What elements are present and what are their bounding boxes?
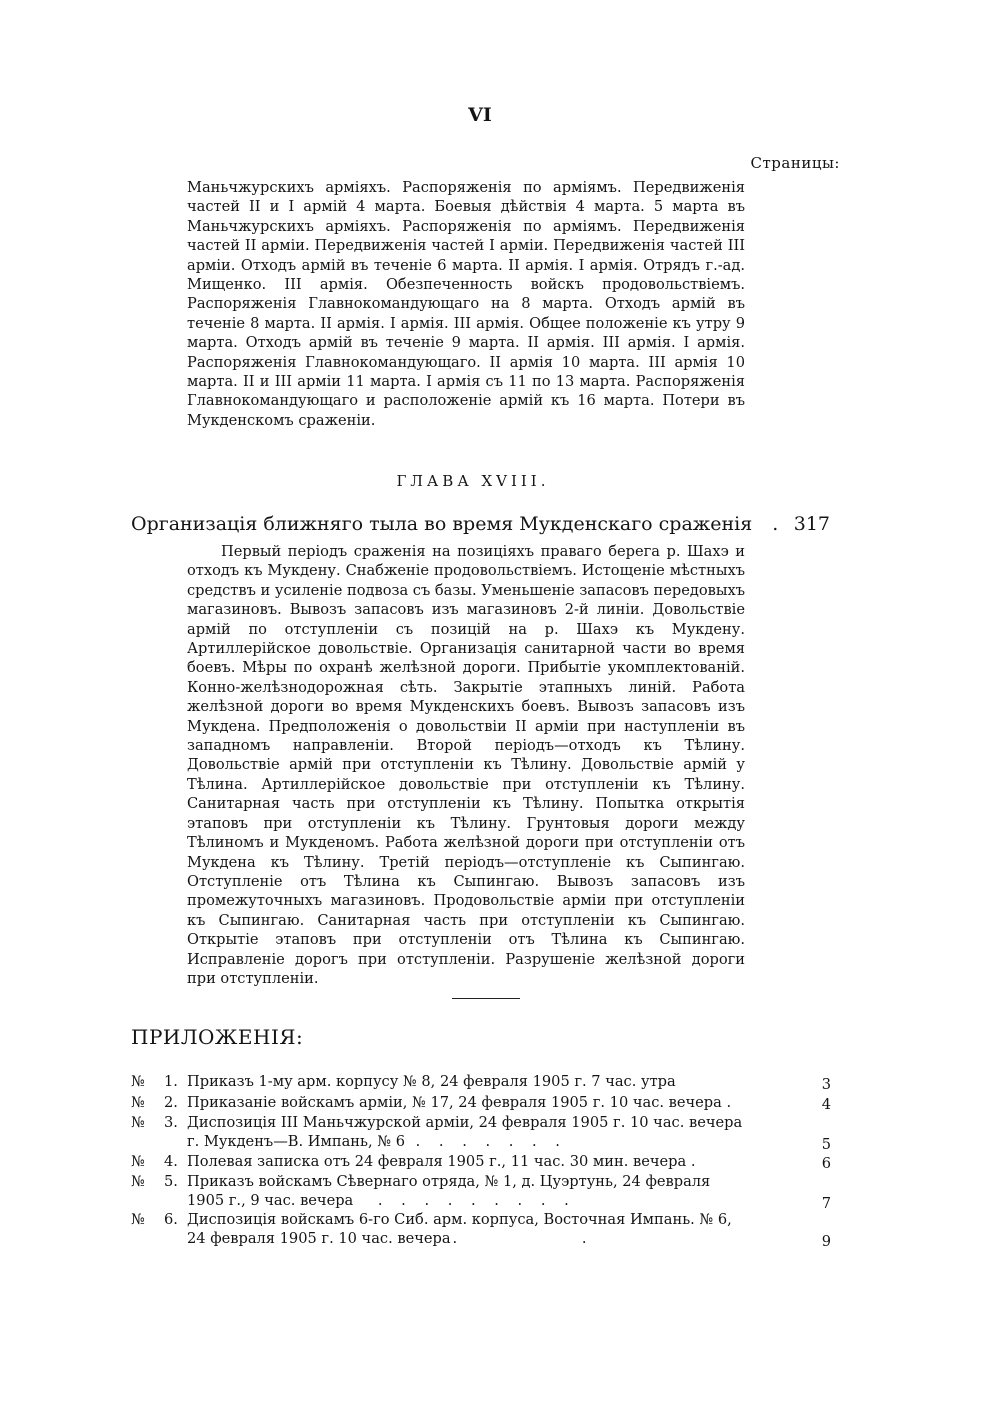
section-separator xyxy=(452,998,520,999)
appendix-title-line xyxy=(187,1191,777,1211)
pages-column-label: Страницы: xyxy=(750,154,840,172)
appendix-page: 4 xyxy=(821,1096,831,1113)
chapter-title-text: Организація ближняго тыла во время Мукденскаго сраженія xyxy=(131,513,753,535)
chapter-summary: Первый періодъ сраженія на позиціяхъ праваго берега р. Шахэ и отходъ къ Мукдену. Снабженіе продовольствіемъ. Истощеніе мѣстныхъ средствъ и усиленіе подвоза съ базы. Уменьшеніе запасовъ передовыхъ магазиновъ. Вывозъ запасовъ изъ магазиновъ 2-й линіи. Довольствіе армій по отступленіи съ позицій на р. Шахэ къ Мукдену. Артиллерійское довольствіе. Организація санитарной части во время боевъ. Мѣры по охранѣ желѣзной дороги. Прибытіе укомплектованій. Конно-желѣзнодорожная сѣть. Закрытіе этапныхъ линій. Работа желѣзной дороги во время Мукденскихъ боевъ. Вывозъ запасовъ изъ Мукдена. Предположенія о довольствіи II арміи при наступленіи въ западномъ направленіи. Второй періодъ—отходъ къ Тѣлину. Довольствіе армій при отступленіи къ Тѣлину. Довольствіе армій у Тѣлина. Артиллерійское довольствіе при отступленіи къ Тѣлину. Санитарная часть при отступленіи къ Тѣлину. Попытка открытія этаповъ при отступленіи къ Тѣлину. Грунтовыя дороги между Тѣлиномъ и Мукденомъ. Работа желѣзной дороги при отступленіи отъ Мукдена къ Тѣлину. Третій періодъ—отступленіе къ Сыпингаю. Отступленіе отъ Тѣлина къ Сыпингаю. Вывозъ запасовъ изъ промежуточныхъ магазиновъ. Продовольствіе арміи при отступленіи къ Сыпингаю. Санитарная часть при отступленіи къ Сыпингаю. Открытіе этаповъ при отступленіи отъ Тѣлина къ Сыпингаю. Исправленіе дорогъ при отступленіи. Разрушеніе желѣзной дороги при отступленіи. xyxy=(187,543,745,987)
chapter-title xyxy=(131,513,778,535)
appendix-number-sign: № xyxy=(131,1211,145,1228)
appendix-title-line: Приказъ войскамъ Сѣвернаго отряда, № 1, д. Цуэртунь, 24 февраля xyxy=(187,1173,711,1190)
appendix-title-text: 24 февраля 1905 г. 10 час. вечера xyxy=(187,1230,451,1247)
appendix-number: 1. xyxy=(164,1073,178,1090)
appendix-title-text: Полевая записка отъ 24 февраля 1905 г., 11 час. 30 мин. вечера xyxy=(187,1153,687,1170)
appendix-number-sign: № xyxy=(131,1114,145,1131)
appendix-number-sign: № xyxy=(131,1073,145,1090)
appendix-title-text: 1905 г., 9 час. вечера xyxy=(187,1192,354,1209)
chapter-heading: ГЛАВА XVIII. xyxy=(396,472,550,490)
appendix-title-line xyxy=(187,1152,777,1172)
appendix-title-text: г. Мукденъ—В. Импань, № 6 xyxy=(187,1133,405,1150)
appendix-page: 3 xyxy=(821,1076,831,1093)
appendix-title-text: Приказаніе войскамъ арміи, № 17, 24 февраля 1905 г. 10 час. вечера xyxy=(187,1094,722,1111)
appendix-page: 6 xyxy=(821,1155,831,1172)
appendices-heading: ПРИЛОЖЕНІЯ: xyxy=(131,1025,304,1049)
previous-chapter-summary: Маньчжурскихъ арміяхъ. Распоряженія по арміямъ. Передвиженія частей II и I армій 4 марта. Боевыя дѣйствія 4 марта. 5 марта въ Маньчжурскихъ арміяхъ. Распоряженія по арміямъ. Передвиженія частей II арміи. Передвиженія частей I арміи. Передвиженія частей III арміи. Отходъ армій въ теченіе 6 марта. II армія. I армія. Отрядъ г.-ад. Мищенко. III армія. Обезпеченность войскъ продовольствіемъ. Распоряженія Главнокомандующаго на 8 марта. Отходъ армій въ теченіе 8 марта. II армія. I армія. III армія. Общее положеніе къ утру 9 марта. Отходъ армій въ теченіе 9 марта. II армія. III армія. I армія. Распоряженія Главнокомандующаго. II армія 10 марта. III армія 10 марта. II и III арміи 11 марта. I армія съ 11 по 13 марта. Распоряженія Главнокомандующаго и расположеніе армій къ 16 марта. Потери въ Мукденскомъ сраженіи. xyxy=(187,179,745,429)
page-number: VI xyxy=(468,104,492,126)
appendix-number: 3. xyxy=(164,1114,178,1131)
appendix-number-sign: № xyxy=(131,1173,145,1190)
appendix-leader: . . . . . . . . . xyxy=(377,1192,576,1209)
appendix-title-line: Диспозиція III Маньчжурской арміи, 24 февраля 1905 г. 10 час. вечера xyxy=(187,1114,743,1131)
chapter-page-number: 317 xyxy=(793,513,830,535)
appendix-title-line xyxy=(187,1132,777,1152)
appendix-number-sign: № xyxy=(131,1094,145,1111)
appendix-leader: . xyxy=(726,1094,739,1111)
appendix-leader: . xyxy=(690,1153,703,1170)
appendix-leader: . . . . . . . xyxy=(415,1133,567,1150)
appendix-leader: . . xyxy=(452,1230,647,1247)
appendix-number-sign: № xyxy=(131,1153,145,1170)
appendix-title-line xyxy=(187,1093,777,1113)
appendix-page: 9 xyxy=(821,1233,831,1250)
appendix-title-line: Диспозиція войскамъ 6-го Сиб. арм. корпуса, Восточная Импань. № 6, xyxy=(187,1211,732,1228)
appendix-number: 4. xyxy=(164,1153,178,1170)
appendix-title-line xyxy=(187,1229,777,1249)
chapter-title-leader: . xyxy=(772,513,779,535)
appendix-page: 5 xyxy=(821,1136,831,1153)
appendix-number: 2. xyxy=(164,1094,178,1111)
appendix-page: 7 xyxy=(821,1195,831,1212)
appendix-number: 6. xyxy=(164,1211,178,1228)
appendix-title-line: Приказъ 1-му арм. корпусу № 8, 24 февраля 1905 г. 7 час. утра xyxy=(187,1073,676,1090)
appendix-number: 5. xyxy=(164,1173,178,1190)
